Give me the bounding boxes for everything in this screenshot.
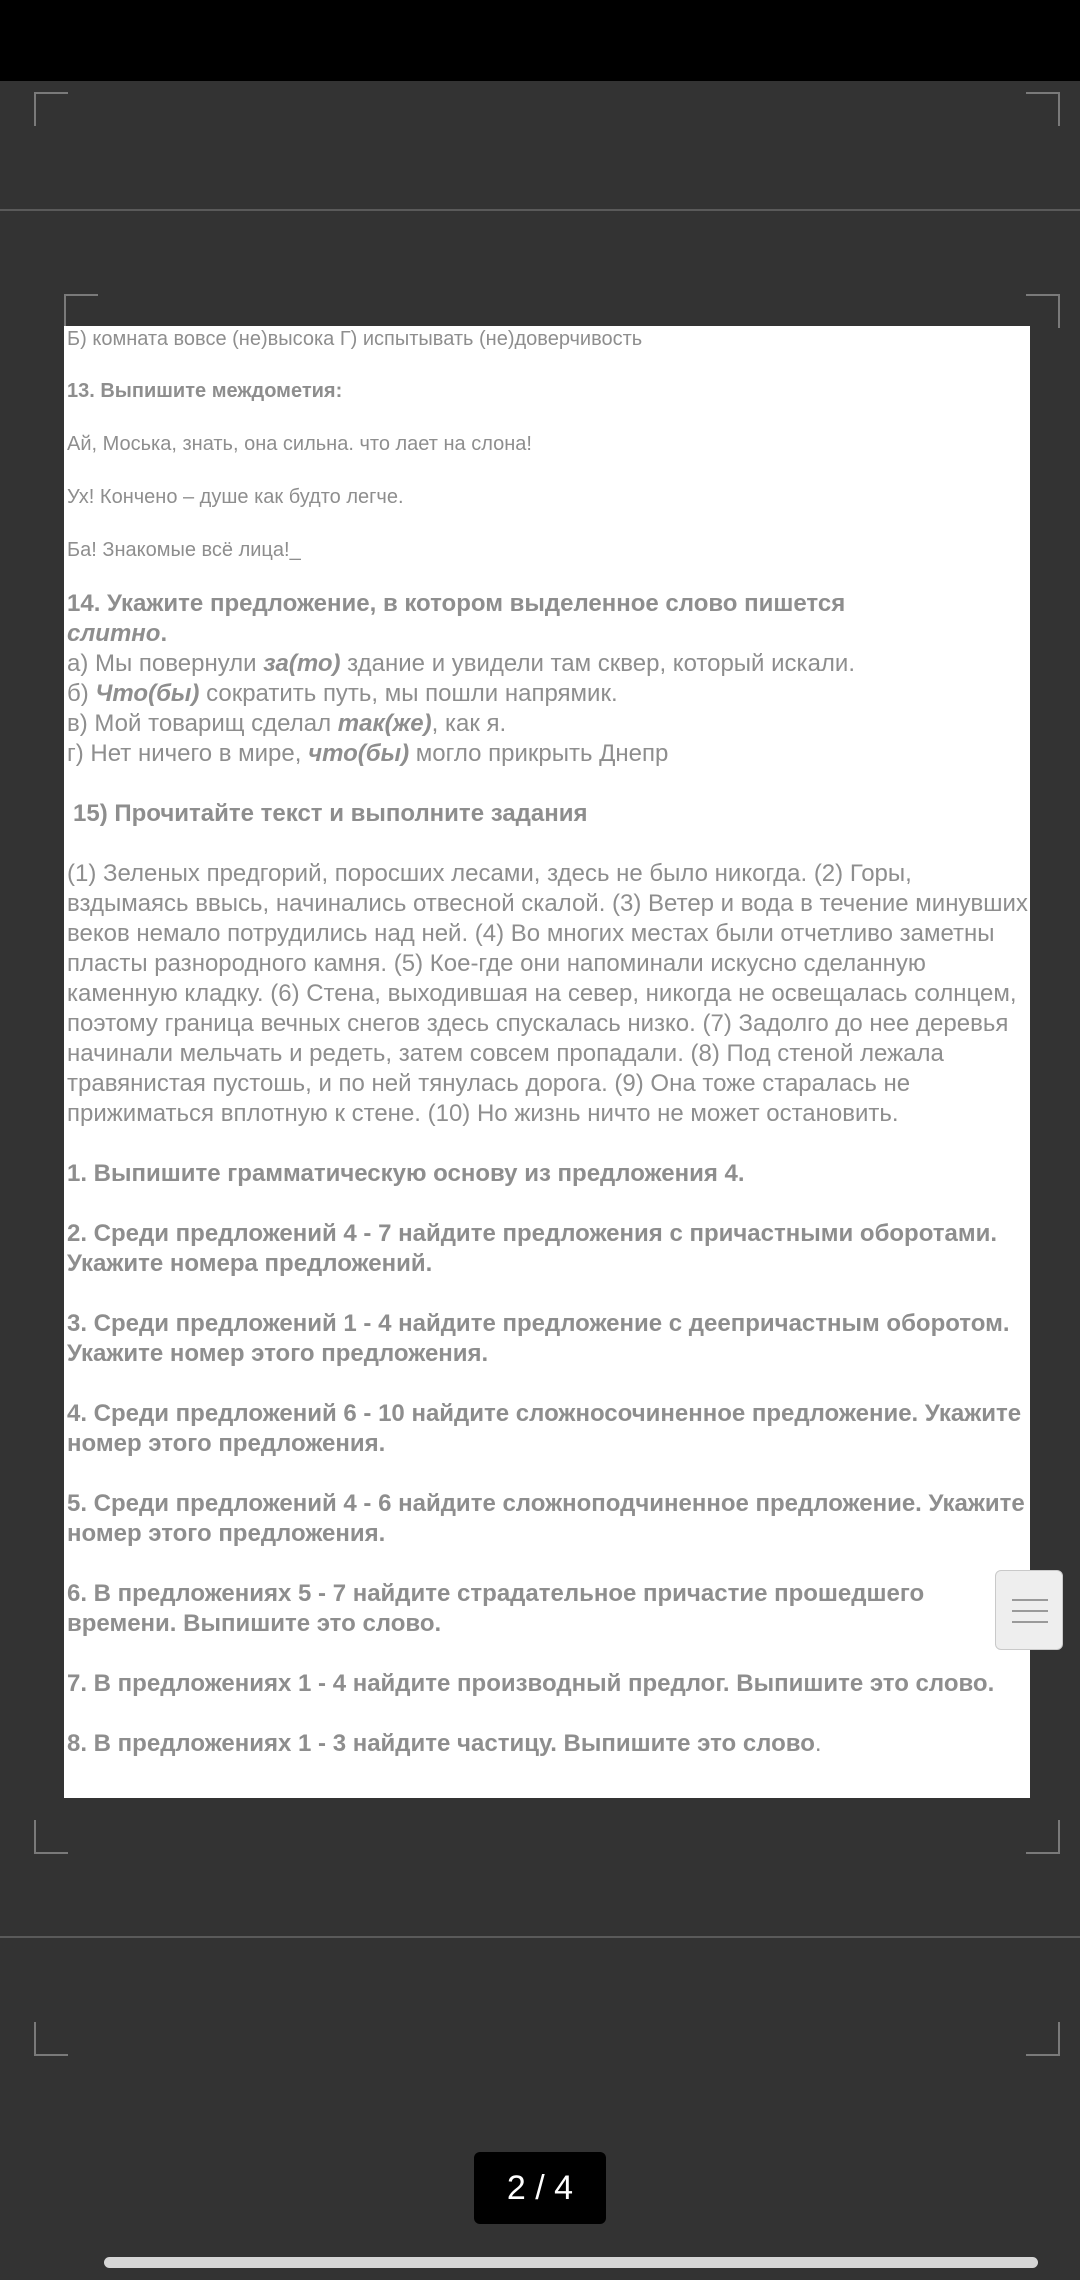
hamburger-icon (1012, 1599, 1048, 1601)
task-8-text: 8. В предложениях 1 - 3 найдите частицу. Выпишите это слово (67, 1730, 815, 1757)
task-7: 7. В предложениях 1 - 4 найдите производный предлог. Выпишите это слово. (67, 1670, 995, 1697)
q13-line-2: Ух! Кончено – душе как будто легче. (67, 486, 404, 508)
q14-title (67, 589, 1030, 649)
crop-mark (34, 2022, 68, 2056)
q14-b-pre: б) (67, 680, 96, 707)
document-page[interactable] (64, 326, 1030, 1798)
q14-option-d (67, 739, 1030, 769)
q14-b-post: сократить путь, мы пошли напрямик. (199, 680, 618, 707)
doc-line-b: Б) комната вовсе (не)высока Г) испытывать (не)доверчивость (67, 328, 643, 350)
status-bar (0, 0, 1080, 81)
crop-mark (1026, 294, 1060, 328)
task-2: 2. Среди предложений 4 - 7 найдите предложения с причастными оборотами. Укажите номера предложений. (67, 1220, 998, 1277)
crop-mark (1026, 92, 1060, 126)
q14-option-a (67, 649, 1030, 679)
hamburger-icon (1012, 1610, 1048, 1612)
task-8 (67, 1729, 1030, 1759)
q14-c-word: так(же) (337, 710, 432, 737)
task-6: 6. В предложениях 5 - 7 найдите страдательное причастие прошедшего времени. Выпишите это слово. (67, 1580, 925, 1637)
q14-d-post: могло прикрыть Днепр (409, 740, 669, 767)
q14-title-dot: . (160, 620, 168, 647)
page-indicator: 2 / 4 (474, 2152, 606, 2224)
q14-a-word: за(то) (263, 650, 341, 677)
q15-text: (1) Зеленых предгорий, поросших лесами, здесь не было никогда. (2) Горы, вздымаясь ввысь, начинались отвесной скалой. (3) Ветер и вода в течение минувших веков немало потрудились над ней. (4) Во многих местах были отчетливо заметны пласты разнородного камня. (5) Кое-где они напоминали искусно сделанную каменную кладку. (6) Стена, выходившая на север, никогда не освещалась солнцем, поэтому граница вечных снегов здесь спускалась низко. (7) Задолго до нее деревья начинали мельчать и редеть, затем совсем пропадали. (8) Под стеной лежала травянистая пустошь, и по ней тянулась дорога. (9) Она тоже старалась не прижиматься вплотную к стене. (10) Но жизнь ничто не может остановить. (67, 860, 1028, 1127)
navigation-handle[interactable] (104, 2257, 1038, 2268)
q15-title: 15) Прочитайте текст и выполните задания (73, 800, 588, 827)
task-4: 4. Среди предложений 6 - 10 найдите сложносочиненное предложение. Укажите номер этого предложения. (67, 1400, 1022, 1457)
q14-a-pre: а) Мы повернули (67, 650, 264, 677)
task-8-dot: . (814, 1730, 822, 1757)
page-divider-bottom (0, 1936, 1080, 1938)
q13-line-1: Ай, Моська, знать, она сильна. что лает на слона! (67, 433, 532, 455)
outline-menu-button[interactable] (995, 1570, 1063, 1650)
q14-option-c (67, 709, 1030, 739)
document-content (64, 326, 1030, 1759)
crop-mark (1026, 2022, 1060, 2056)
crop-mark (1026, 1820, 1060, 1854)
q14-d-word: что(бы) (308, 740, 410, 767)
task-5: 5. Среди предложений 4 - 6 найдите сложноподчиненное предложение. Укажите номер этого предложения. (67, 1490, 1025, 1547)
q14-d-pre: г) Нет ничего в мире, (67, 740, 309, 767)
q14-a-post: здание и увидели там сквер, который искали. (340, 650, 855, 677)
q13-line-3: Ба! Знакомые всё лица!_ (67, 539, 301, 561)
q14-c-post: , как я. (431, 710, 507, 737)
q14-b-word: Что(бы) (95, 680, 200, 707)
page-divider-top (0, 209, 1080, 211)
task-3: 3. Среди предложений 1 - 4 найдите предложение с деепричастным оборотом. Укажите номер этого предложения. (67, 1310, 1010, 1367)
q14-option-b (67, 679, 1030, 709)
crop-mark (34, 1820, 68, 1854)
q14-title-emphasis: слитно (67, 620, 161, 647)
q14-c-pre: в) Мой товарищ сделал (67, 710, 338, 737)
task-1: 1. Выпишите грамматическую основу из предложения 4. (67, 1160, 745, 1187)
q14-title-text: 14. Укажите предложение, в котором выделенное слово пишется (67, 590, 846, 617)
crop-mark (64, 294, 98, 328)
hamburger-icon (1012, 1621, 1048, 1623)
q13-title: 13. Выпишите междометия: (67, 380, 343, 402)
crop-mark (34, 92, 68, 126)
